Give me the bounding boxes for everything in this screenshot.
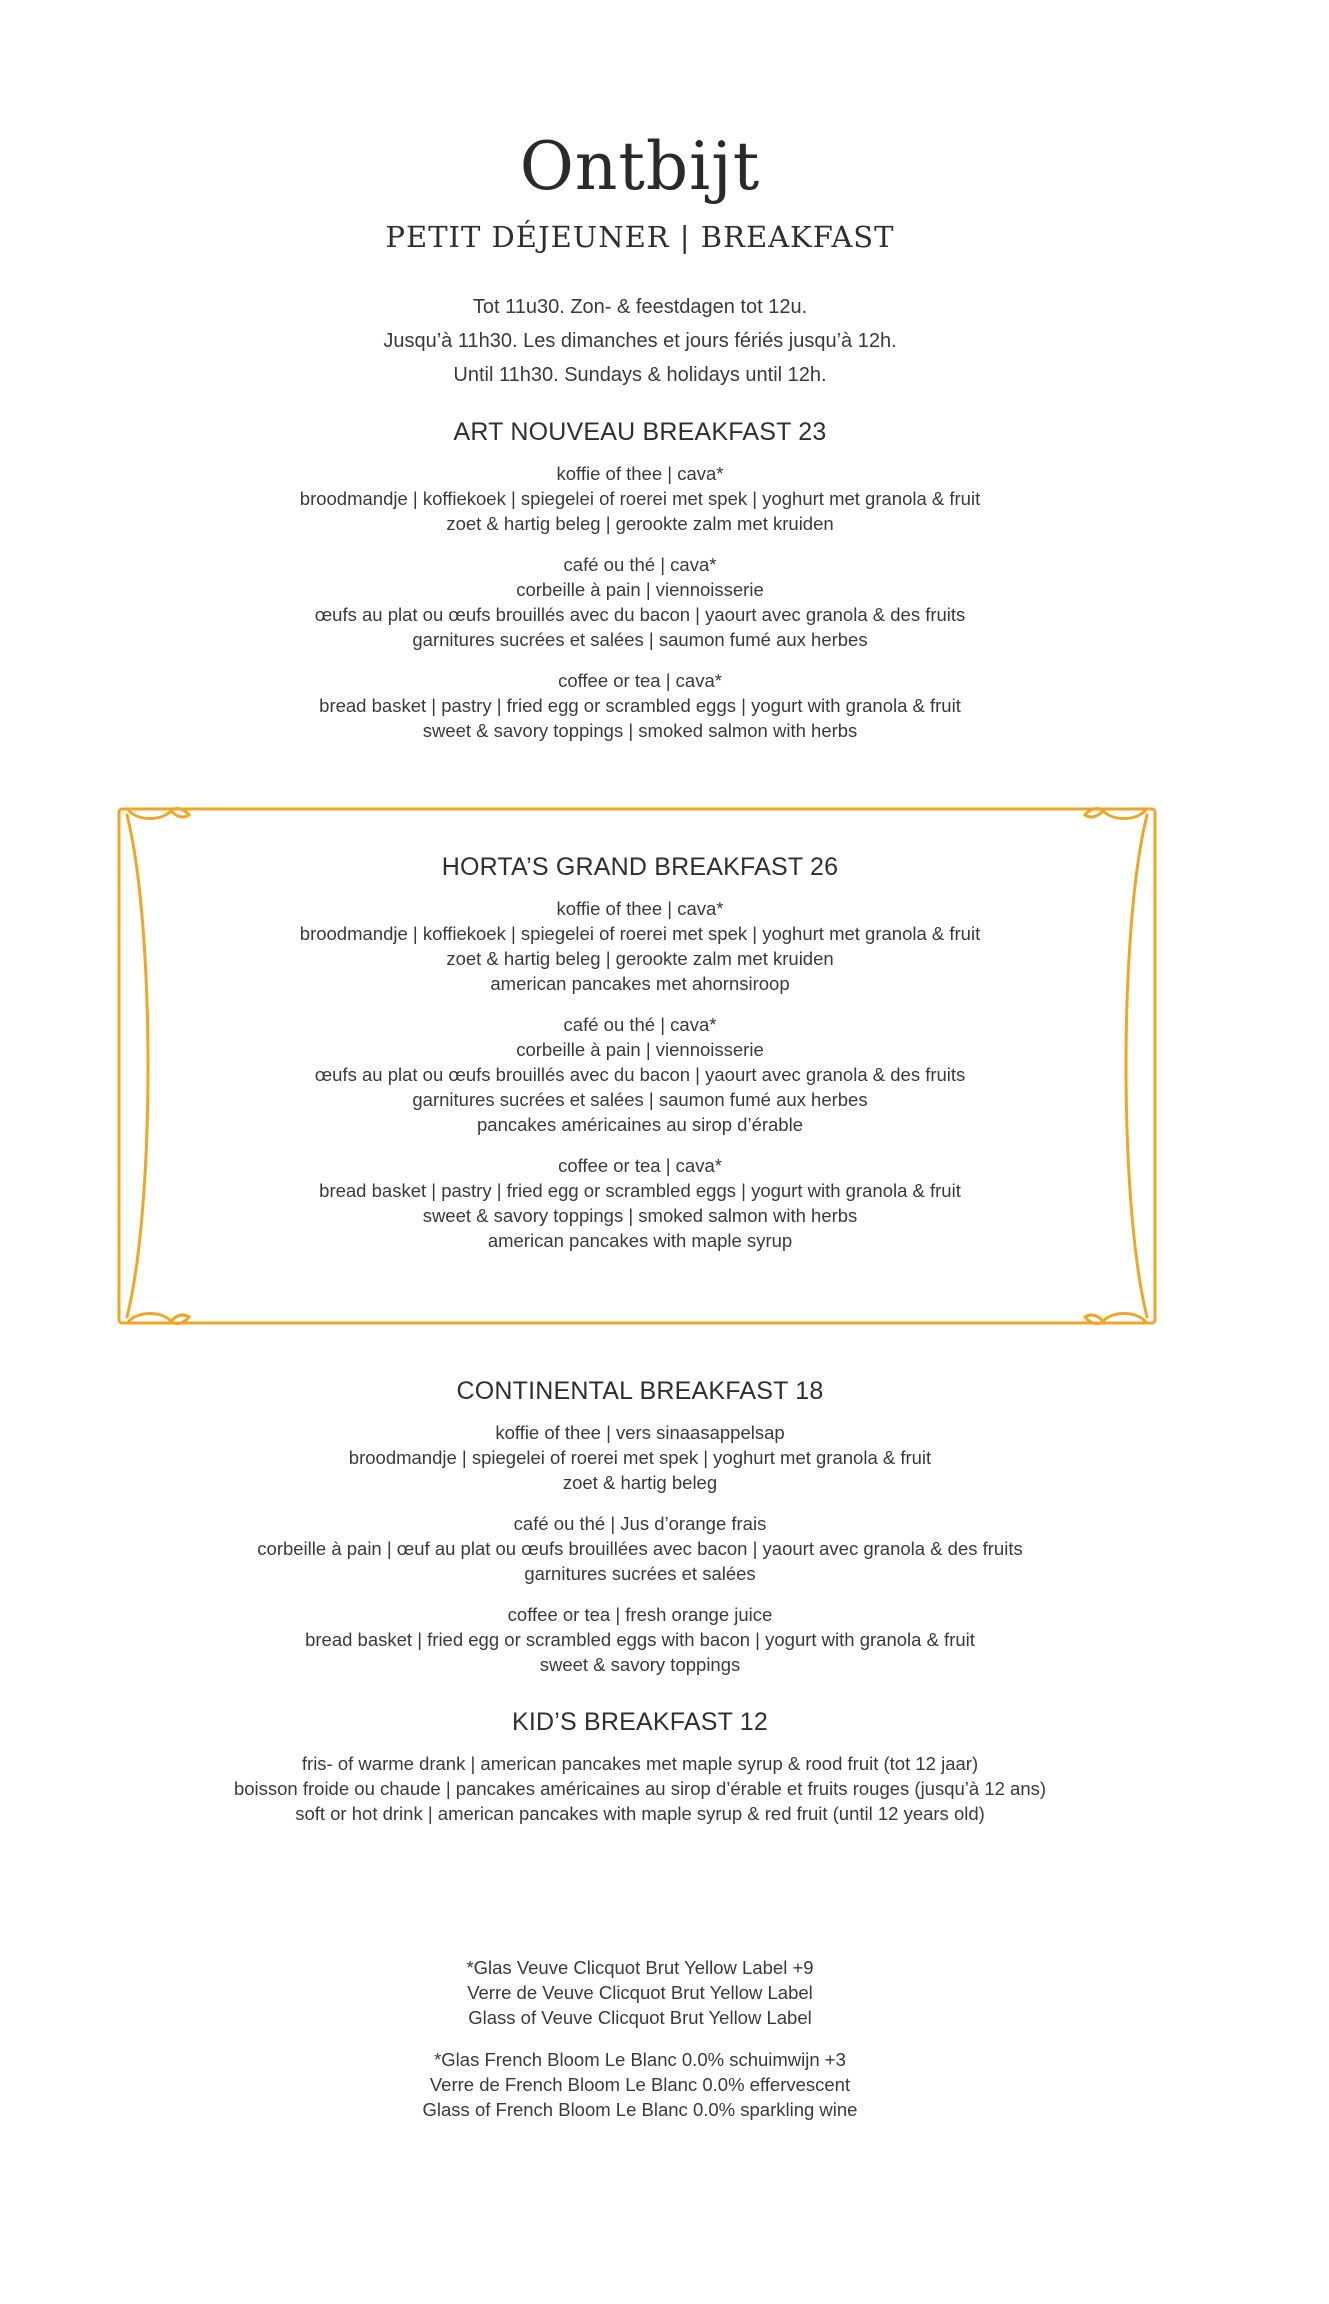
footnote-line: Glass of Veuve Clicquot Brut Yellow Label xyxy=(468,2007,812,2028)
menu-line: sweet & savory toppings | smoked salmon with herbs xyxy=(422,720,858,741)
menu-line: œufs au plat ou œufs brouillés avec du bacon | yaourt avec granola & des fruits xyxy=(314,1064,966,1085)
footnote-champagne xyxy=(0,1955,1280,2030)
footnote-line: *Glas Veuve Clicquot Brut Yellow Label +9 xyxy=(466,1957,814,1978)
footnotes xyxy=(0,1955,1280,2139)
menu-line: sweet & savory toppings | smoked salmon with herbs xyxy=(422,1205,858,1226)
menu-line: sweet & savory toppings xyxy=(539,1654,741,1675)
group-nl xyxy=(0,1420,1280,1495)
page-subtitle: PETIT DÉJEUNER | BREAKFAST xyxy=(385,220,895,254)
menu-line: american pancakes with maple syrup xyxy=(487,1230,793,1251)
section-continental xyxy=(0,1377,1280,1693)
group-en xyxy=(0,1602,1280,1677)
group-fr xyxy=(0,1511,1280,1586)
menu-line: corbeille à pain | œuf au plat ou œufs brouillées avec bacon | yaourt avec granola & des fruits xyxy=(257,1538,1023,1559)
section-title: KID’S BREAKFAST 12 xyxy=(511,1708,769,1736)
menu-line: zoet & hartig beleg xyxy=(562,1472,718,1493)
group-nl xyxy=(0,461,1280,536)
menu-line: broodmandje | koffiekoek | spiegelei of roerei met spek | yoghurt met granola & fruit xyxy=(299,923,981,944)
section-hortas-grand xyxy=(0,853,1280,1269)
group-fr xyxy=(0,552,1280,652)
section-kids xyxy=(0,1708,1280,1842)
menu-line: bread basket | pastry | fried egg or scrambled eggs | yogurt with granola & fruit xyxy=(319,1180,961,1201)
section-art-nouveau xyxy=(0,418,1280,759)
menu-line: pancakes américaines au sirop d’érable xyxy=(477,1114,803,1135)
menu-line: zoet & hartig beleg | gerookte zalm met kruiden xyxy=(446,948,834,969)
menu-line: coffee or tea | cava* xyxy=(558,670,722,691)
menu-line: corbeille à pain | viennoisserie xyxy=(516,1039,764,1060)
group-fr xyxy=(0,1012,1280,1137)
menu-line: bread basket | pastry | fried egg or scrambled eggs | yogurt with granola & fruit xyxy=(319,695,961,716)
menu-line: boisson froide ou chaude | pancakes américaines au sirop d’érable et fruits rouges (jusqu’à 12 ans) xyxy=(233,1778,1047,1799)
hours-line-en: Until 11h30. Sundays & holidays until 12h. xyxy=(453,364,827,386)
section-title: HORTA’S GRAND BREAKFAST 26 xyxy=(441,853,839,881)
menu-line: garnitures sucrées et salées | saumon fumé aux herbes xyxy=(412,1089,868,1110)
menu-line: garnitures sucrées et salées xyxy=(524,1563,756,1584)
group-en xyxy=(0,668,1280,743)
menu-line: american pancakes met ahornsiroop xyxy=(490,973,790,994)
menu-line: coffee or tea | cava* xyxy=(558,1155,722,1176)
menu-line: broodmandje | koffiekoek | spiegelei of roerei met spek | yoghurt met granola & fruit xyxy=(299,488,981,509)
menu-line: soft or hot drink | american pancakes with maple syrup & red fruit (until 12 years old) xyxy=(295,1803,985,1824)
section-title: ART NOUVEAU BREAKFAST 23 xyxy=(453,418,827,446)
menu-line: koffie of thee | cava* xyxy=(556,898,724,919)
menu-line: koffie of thee | cava* xyxy=(556,463,724,484)
menu-line: fris- of warme drank | american pancakes met maple syrup & rood fruit (tot 12 jaar) xyxy=(301,1753,979,1774)
menu-line: café ou thé | Jus d’orange frais xyxy=(513,1513,767,1534)
menu-line: café ou thé | cava* xyxy=(563,1014,717,1035)
footnote-line: Verre de Veuve Clicquot Brut Yellow Label xyxy=(467,1982,813,2003)
menu-line: corbeille à pain | viennoisserie xyxy=(516,579,764,600)
menu-line: broodmandje | spiegelei of roerei met spek | yoghurt met granola & fruit xyxy=(348,1447,932,1468)
footnote-alcohol-free xyxy=(0,2047,1280,2122)
menu-line: coffee or tea | fresh orange juice xyxy=(507,1604,773,1625)
menu-line: koffie of thee | vers sinaasappelsap xyxy=(495,1422,785,1443)
footnote-line: Verre de French Bloom Le Blanc 0.0% effervescent xyxy=(429,2074,851,2095)
menu-line: garnitures sucrées et salées | saumon fumé aux herbes xyxy=(412,629,868,650)
hours-line-fr: Jusqu’à 11h30. Les dimanches et jours fériés jusqu’à 12h. xyxy=(383,330,897,352)
footnote-line: *Glas French Bloom Le Blanc 0.0% schuimwijn +3 xyxy=(434,2049,846,2070)
page-title: Ontbijt xyxy=(519,128,761,205)
menu-line: bread basket | fried egg or scrambled eggs with bacon | yogurt with granola & fruit xyxy=(305,1629,975,1650)
opening-hours xyxy=(0,290,1280,392)
group-en xyxy=(0,1153,1280,1253)
menu-line: café ou thé | cava* xyxy=(563,554,717,575)
section-title: CONTINENTAL BREAKFAST 18 xyxy=(456,1377,824,1405)
menu-line: œufs au plat ou œufs brouillés avec du bacon | yaourt avec granola & des fruits xyxy=(314,604,966,625)
group-all xyxy=(0,1751,1280,1826)
hours-line-nl: Tot 11u30. Zon- & feestdagen tot 12u. xyxy=(472,296,808,318)
menu-line: zoet & hartig beleg | gerookte zalm met kruiden xyxy=(446,513,834,534)
group-nl xyxy=(0,896,1280,996)
footnote-line: Glass of French Bloom Le Blanc 0.0% sparkling wine xyxy=(422,2099,858,2120)
